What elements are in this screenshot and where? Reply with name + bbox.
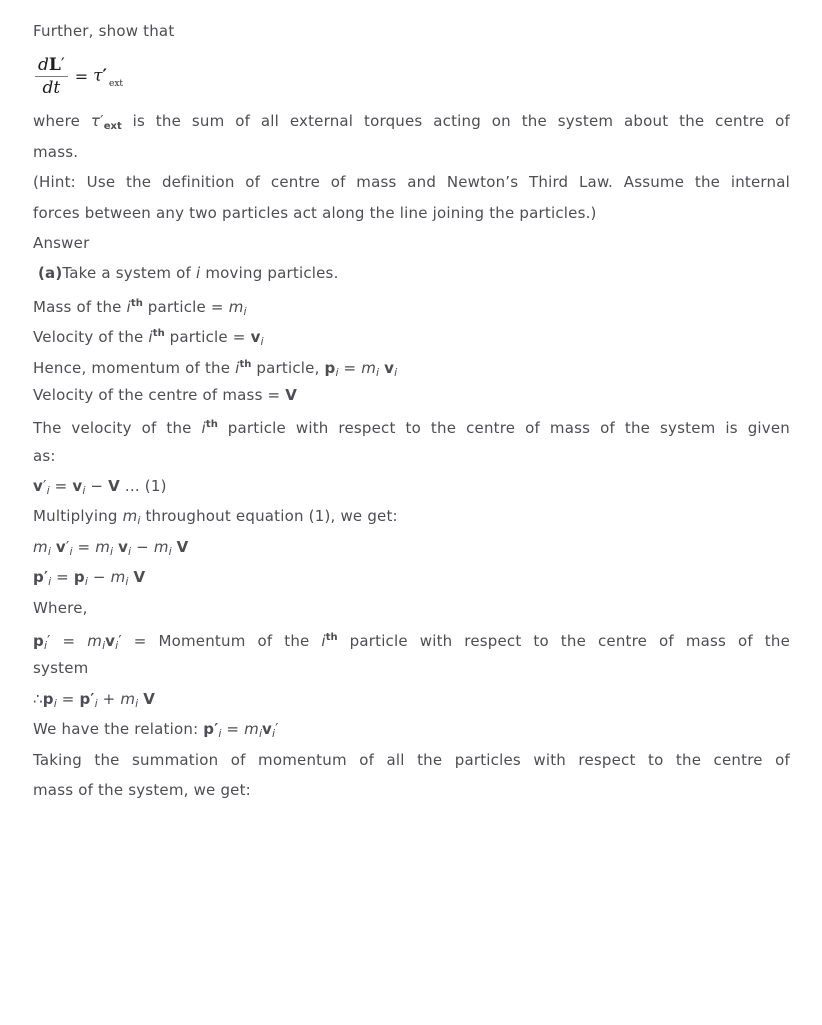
text-segment: i [243, 304, 247, 318]
text-segment: The velocity of the [33, 419, 202, 438]
text-segment: particle with respect to the centre of mass of the system is given [217, 419, 790, 438]
text-line [33, 441, 790, 471]
text-segment: mass of the system, we get: [33, 780, 251, 799]
text-segment: m [228, 297, 244, 316]
text-segment: Multiplying [33, 507, 123, 526]
text-segment: (Hint: Use the definition of centre of mass and Newton’s Third Law. Assume the internal [33, 173, 790, 192]
text-line [33, 745, 790, 775]
text-line [33, 501, 790, 531]
text-line [33, 684, 790, 714]
text-segment: m [33, 537, 48, 556]
text-segment: v [250, 328, 261, 347]
text-segment: v [384, 358, 395, 377]
text-segment: Where, [33, 598, 88, 617]
text-segment: V [143, 689, 155, 708]
text-segment: moving particles. [200, 264, 339, 283]
text-segment: v [105, 632, 116, 651]
text-segment: i [110, 544, 114, 558]
text-segment: particle with respect to the centre of mass of the [337, 632, 790, 651]
text-segment: i [321, 632, 326, 651]
document-body [33, 106, 790, 805]
text-segment: th [130, 297, 143, 309]
text-segment: v [262, 720, 273, 739]
text-line [33, 380, 790, 410]
text-segment: = [72, 537, 96, 556]
text-segment: system [33, 659, 89, 678]
text-segment: We have the relation: [33, 720, 204, 739]
text-segment: ′ [118, 632, 122, 651]
text-line [33, 198, 790, 228]
text-segment: ′ [60, 54, 65, 75]
text-segment: particle = [164, 328, 251, 347]
text-segment: = [56, 689, 80, 708]
text-segment: i [126, 297, 131, 316]
text-line-intro [33, 16, 790, 46]
text-segment: ′ [43, 568, 49, 587]
text-segment: V [108, 477, 120, 496]
text-segment: ′ [275, 720, 279, 739]
text-segment: V [133, 568, 146, 587]
text-segment: i [48, 575, 52, 589]
text-segment: = [50, 632, 88, 651]
text-segment: ′ [47, 632, 51, 651]
equation-numerator [35, 55, 68, 77]
text-line [33, 106, 790, 136]
text-segment: i [272, 727, 276, 741]
text-segment: Hence, momentum of the [33, 358, 236, 377]
text-segment: i [196, 264, 201, 283]
text-line [33, 228, 790, 258]
text-segment: τ [90, 112, 101, 131]
text-segment: m [95, 537, 111, 556]
text-segment: particle = [142, 297, 229, 316]
text-line [33, 471, 790, 501]
text-segment: p [42, 689, 54, 708]
text-segment: particle, [251, 358, 325, 377]
text-segment: th [152, 328, 165, 340]
text-segment: + [97, 689, 121, 708]
text-segment: = [49, 477, 73, 496]
text-segment: m [361, 358, 377, 377]
text-segment: i [260, 335, 264, 349]
text-segment: m [153, 537, 169, 556]
text-segment: forces between any two particles act along the line joining the particles.) [33, 203, 597, 222]
text-segment: m [87, 632, 103, 651]
text-segment: p [324, 358, 336, 377]
text-segment: p [73, 568, 85, 587]
text-segment: p [203, 720, 215, 739]
text-segment: = [338, 358, 362, 377]
text-segment: as: [33, 446, 56, 465]
text-segment: ′ [42, 477, 47, 496]
text-segment: v [72, 477, 83, 496]
text-segment: where [33, 112, 91, 131]
text-segment: i [258, 727, 263, 741]
text-segment: i [102, 639, 106, 653]
text-line [33, 258, 790, 288]
text-segment: i [376, 365, 380, 379]
text-line [33, 775, 790, 805]
text-segment: ′ [102, 66, 108, 87]
text-segment: m [110, 568, 126, 587]
text-segment: τ [93, 66, 103, 87]
text-line [33, 410, 790, 440]
text-segment: V [285, 385, 298, 404]
text-segment: i [84, 575, 88, 589]
text-segment: i [82, 484, 86, 498]
text-segment: m [120, 689, 136, 708]
text-segment: − [87, 568, 111, 587]
text-segment: i [115, 639, 119, 653]
text-segment: ′ [100, 112, 104, 131]
text-segment: d [38, 54, 49, 75]
text-segment: p [79, 689, 91, 708]
text-segment: is the sum of all external torques acting on the system about the centre of [121, 112, 790, 131]
text-line [33, 593, 790, 623]
equals-sign: = [74, 66, 89, 86]
text-segment: th [325, 632, 338, 644]
text-segment: ′ [65, 537, 70, 556]
text-segment: L [48, 54, 61, 75]
text-segment: ∴ [33, 689, 43, 708]
text-segment: Taking the summation of momentum of all the particles with respect to the centre of [33, 750, 790, 769]
text-line [33, 653, 790, 683]
text-segment: ′ [214, 720, 219, 739]
text-segment: dt [42, 77, 61, 98]
text-segment: − [85, 477, 109, 496]
text-segment: ′ [90, 689, 95, 708]
text-segment: i [218, 727, 222, 741]
text-segment: th [205, 419, 218, 431]
text-segment: = [51, 568, 74, 587]
text-segment: Velocity of the [33, 328, 149, 347]
text-segment: − [131, 537, 154, 556]
text-segment: i [394, 365, 398, 379]
text-segment: V [176, 537, 189, 556]
equation-torque-symbol [93, 66, 107, 86]
text-segment: Further, show that [33, 22, 175, 40]
text-segment: i [53, 696, 57, 710]
text-segment: ... (1) [119, 477, 167, 496]
text-segment: i [128, 544, 132, 558]
text-segment: i [69, 544, 73, 558]
text-segment: i [43, 639, 47, 653]
text-segment: i [135, 696, 139, 710]
text-segment: i [137, 514, 141, 528]
text-segment: i [235, 358, 240, 377]
text-segment: i [94, 696, 98, 710]
text-segment: i [335, 365, 339, 379]
text-segment: Velocity of the centre of mass = [33, 385, 286, 404]
text-line [33, 289, 790, 319]
text-line [33, 562, 790, 592]
text-segment: i [47, 544, 51, 558]
equation-denominator [43, 77, 61, 98]
equation-ext-subscript: ext [109, 79, 124, 90]
text-segment: i [168, 544, 172, 558]
equation-dLdt-block [35, 46, 790, 106]
text-segment: = [221, 720, 245, 739]
text-segment: ext [103, 121, 122, 133]
text-segment: Mass of the [33, 297, 127, 316]
text-line [33, 350, 790, 380]
text-segment: p [33, 632, 44, 651]
text-segment: Answer [33, 233, 90, 252]
text-segment: = Momentum of the [121, 632, 322, 651]
text-segment: v [55, 537, 66, 556]
text-segment: Take a system of [62, 264, 197, 283]
text-segment: i [46, 484, 50, 498]
text-segment: mass. [33, 142, 79, 161]
text-segment: throughout equation (1), we get: [140, 507, 398, 526]
text-line [33, 714, 790, 744]
text-line [33, 167, 790, 197]
text-segment: th [239, 358, 252, 370]
text-segment: v [118, 537, 129, 556]
text-segment: p [33, 568, 44, 587]
text-line [33, 319, 790, 349]
text-line [33, 623, 790, 653]
text-segment: i [201, 419, 206, 438]
text-line [33, 137, 790, 167]
text-segment: i [125, 575, 129, 589]
text-segment: m [122, 507, 138, 526]
fraction [35, 55, 68, 99]
text-segment: (a) [37, 264, 63, 283]
text-segment: i [148, 328, 153, 347]
text-line [33, 532, 790, 562]
text-segment: m [244, 720, 259, 739]
text-segment: v [33, 477, 43, 496]
